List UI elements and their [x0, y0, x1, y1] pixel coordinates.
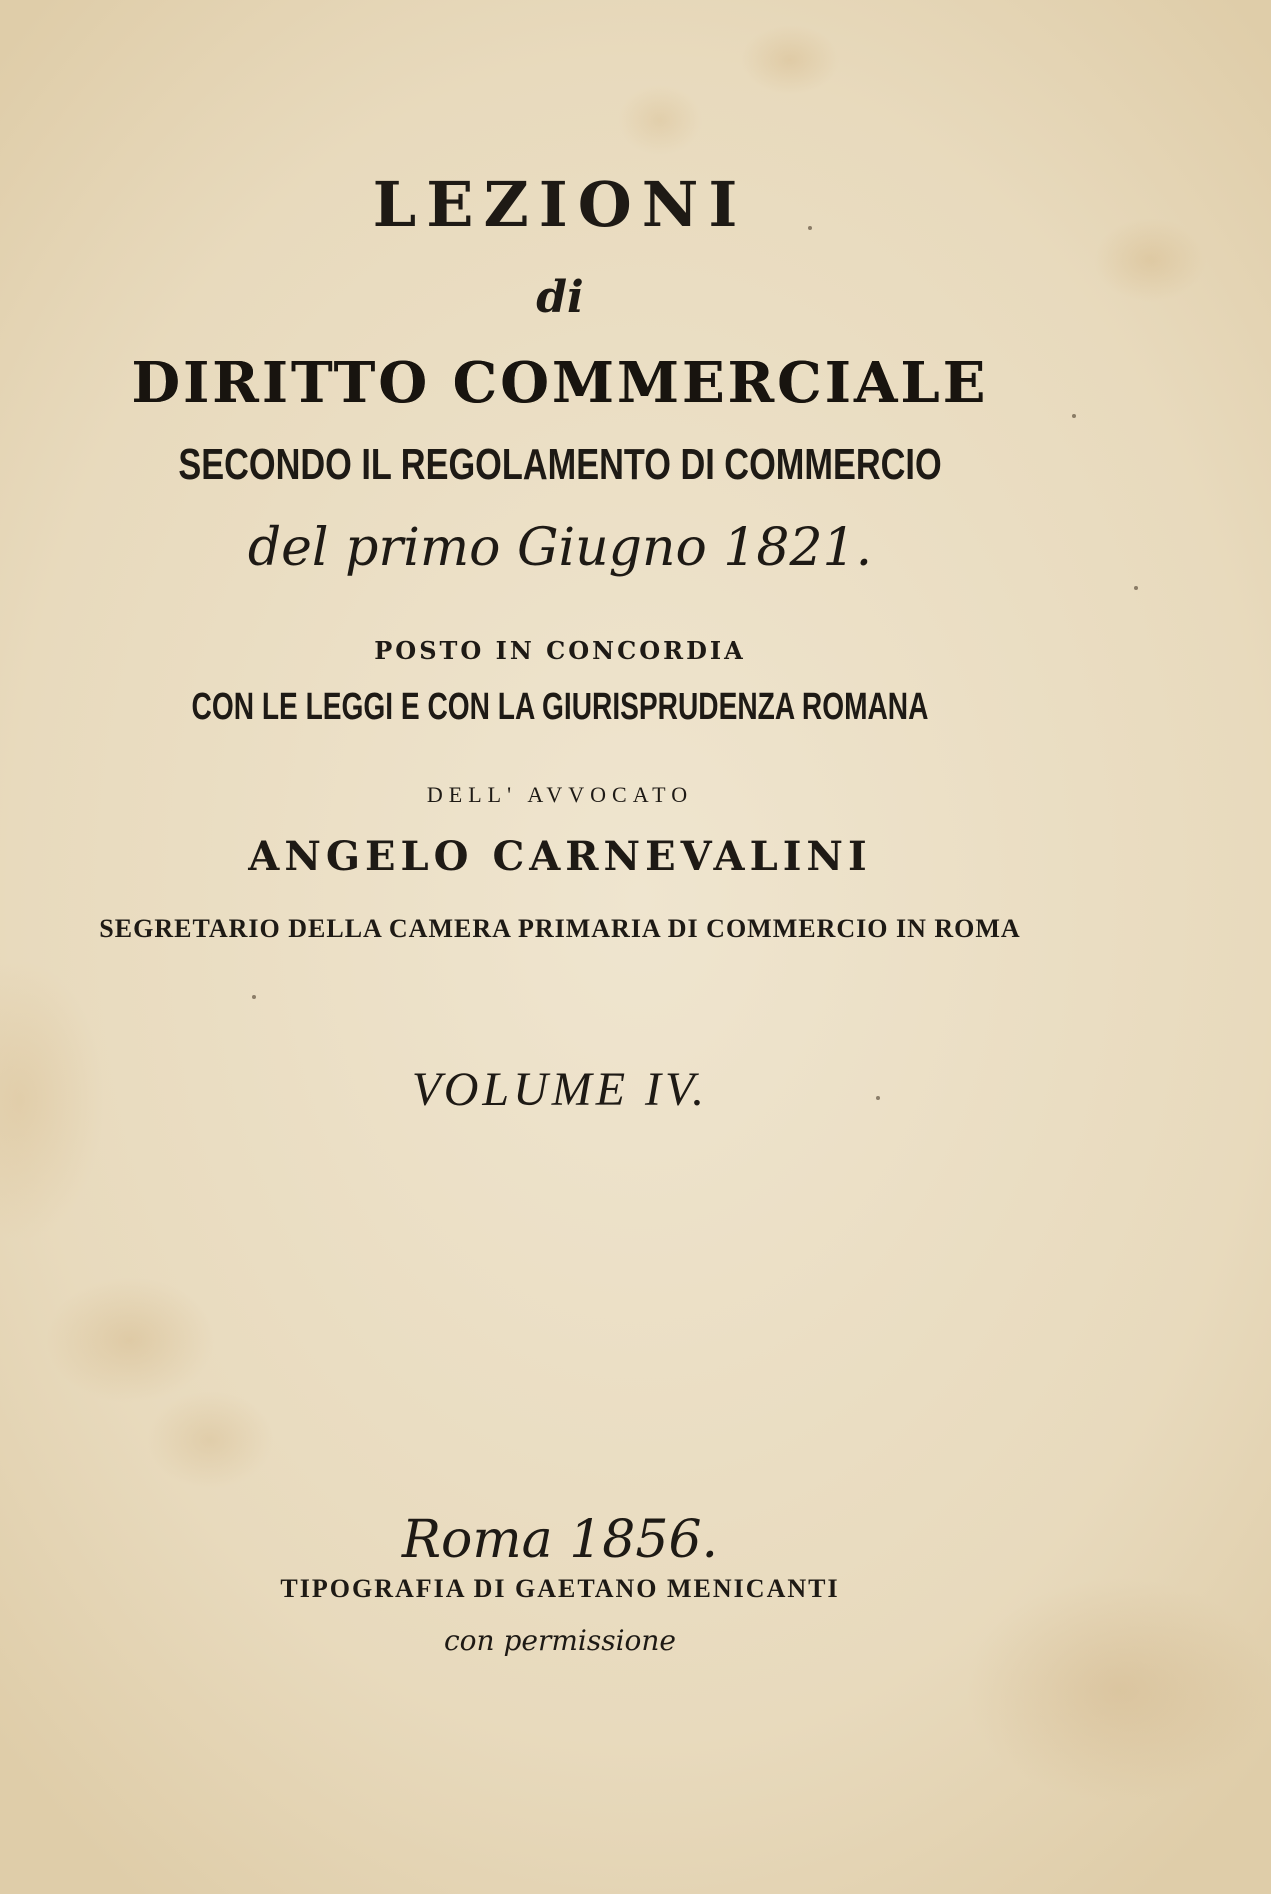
volume-number: VOLUME IV. — [411, 1063, 709, 1116]
imprint-printer: TIPOGRAFIA DI GAETANO MENICANTI — [280, 1574, 840, 1603]
paper-speck — [252, 995, 256, 999]
book-title: LEZIONI — [372, 168, 748, 241]
imprint-permission: con permissione — [443, 1624, 676, 1657]
author-role: SEGRETARIO DELLA CAMERA PRIMARIA DI COMMERCIO IN ROMA — [99, 914, 1021, 943]
author-name: ANGELO CARNEVALINI — [248, 833, 872, 880]
title-connector: di — [536, 272, 584, 323]
paper-speck — [876, 1096, 880, 1100]
paper-speck — [1072, 414, 1076, 418]
imprint-place-year: Roma 1856. — [401, 1510, 719, 1570]
laws-line: CON LE LEGGI E CON LA GIURISPRUDENZA ROMANA — [191, 686, 929, 728]
regulation-date: del primo Giugno 1821. — [247, 518, 873, 578]
book-subtitle: SECONDO IL REGOLAMENTO DI COMMERCIO — [178, 440, 942, 489]
paper-speck — [808, 226, 812, 230]
concordance-line: POSTO IN CONCORDIA — [374, 636, 746, 665]
paper-speck — [1134, 586, 1138, 590]
book-subject: DIRITTO COMMERCIALE — [131, 350, 989, 416]
by-line: DELL' AVVOCATO — [426, 782, 694, 807]
